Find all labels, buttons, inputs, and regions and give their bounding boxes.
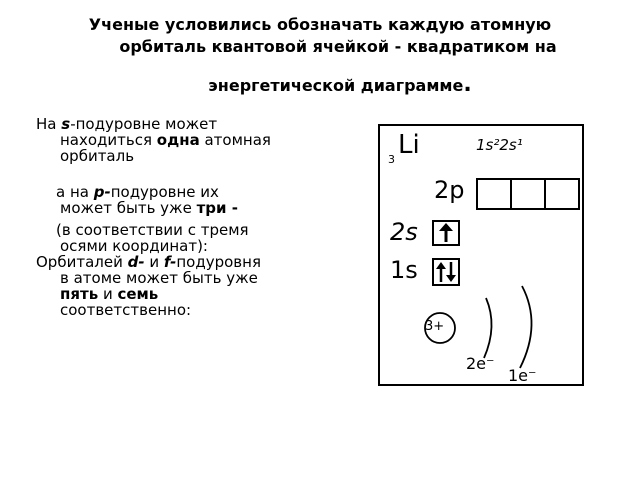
- paragraph-d-f: [36, 254, 336, 318]
- text: а на: [56, 183, 94, 201]
- electron-shell-2: [520, 286, 532, 368]
- electron-configuration: 1s²2s¹: [476, 136, 523, 154]
- text: и: [98, 285, 118, 303]
- slide-title: [0, 14, 640, 97]
- orbital-cell-2p-1: [476, 178, 512, 210]
- orbital-cell-2p-2: [510, 178, 546, 210]
- spacer: [36, 164, 336, 184]
- f-letter: f-: [163, 253, 177, 271]
- line: осями координат):: [60, 237, 208, 255]
- text: и: [144, 253, 164, 271]
- d-letter: d-: [127, 253, 145, 271]
- explanation-text: [36, 116, 336, 318]
- label-2s: 2s: [390, 218, 418, 246]
- text: На: [36, 115, 62, 133]
- title-line-1: Ученые условились обозначать каждую атомную: [88, 15, 552, 34]
- s-letter: s: [61, 115, 71, 133]
- p-letter: p-: [93, 183, 111, 201]
- line: в атоме может быть уже: [60, 269, 258, 287]
- text: находиться: [60, 131, 157, 149]
- label-2p: 2p: [434, 176, 465, 204]
- shell-1-electrons: 2e⁻: [466, 354, 495, 373]
- title-line-3-text: энергетической диаграмме: [208, 76, 464, 95]
- electron-shell-1: [484, 298, 492, 358]
- nucleus-charge: 3+: [425, 319, 445, 334]
- text: подуровня: [176, 253, 261, 271]
- line: орбиталь: [60, 147, 135, 165]
- arrow-up-icon: [434, 222, 458, 244]
- line: [36, 132, 336, 148]
- label-1s: 1s: [390, 256, 418, 284]
- line: [36, 286, 336, 302]
- lithium-orbital-diagram: [378, 124, 584, 386]
- line: [36, 184, 336, 200]
- shell-2-electrons: 1e⁻: [508, 366, 537, 385]
- text: -подуровне может: [70, 115, 218, 133]
- title-line-3: [0, 74, 640, 97]
- title-line-2: орбиталь квантовой ячейкой - квадратиком на: [119, 37, 557, 56]
- line: [36, 200, 336, 216]
- orbital-cell-2s: [432, 220, 460, 246]
- title-end-dot: .: [463, 72, 472, 97]
- text: может быть уже: [60, 199, 197, 217]
- word-seven: семь: [117, 285, 159, 303]
- line: соответственно:: [60, 301, 192, 319]
- paragraph-s-sublevel: [36, 116, 336, 164]
- atomic-number: 3: [388, 153, 395, 166]
- paragraph-axes: [36, 222, 336, 254]
- text: атомная: [199, 131, 271, 149]
- word-three: три -: [196, 199, 238, 217]
- word-five: пять: [60, 285, 99, 303]
- paragraph-p-sublevel: [36, 184, 336, 216]
- text: Орбиталей: [36, 253, 128, 271]
- line: (в соответствии с тремя: [56, 221, 249, 239]
- orbital-cell-2p-3: [544, 178, 580, 210]
- text: подуровне их: [110, 183, 219, 201]
- element-symbol: Li: [398, 130, 420, 160]
- word-one: одна: [156, 131, 200, 149]
